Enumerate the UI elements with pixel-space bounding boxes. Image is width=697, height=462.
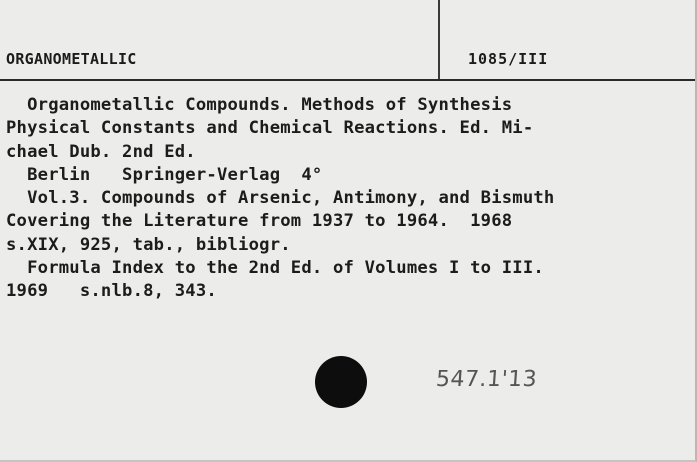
bibliographic-entry (6, 94, 697, 304)
entry-line: Organometallic Compounds. Methods of Synthesis (6, 95, 513, 115)
entry-line: Berlin Springer-Verlag 4° (6, 164, 323, 185)
punch-hole (315, 356, 367, 408)
header-rule (0, 79, 695, 81)
header-divider (438, 0, 440, 80)
entry-line: 1969 s.nlb.8, 343. (6, 281, 217, 302)
entry-line: Covering the Literature from 1937 to 1964. 1968 (6, 211, 513, 232)
handwritten-call-number: 547.1'13 (435, 367, 538, 392)
entry-line: Physical Constants and Chemical Reactions. Ed. Mi- (6, 118, 534, 139)
entry-line: Formula Index to the 2nd Ed. of Volumes I to III. (6, 258, 544, 279)
entry-line: s.XIX, 925, tab., bibliogr. (6, 234, 291, 255)
subject-heading: ORGANOMETALLIC (6, 50, 137, 68)
entry-line: Vol.3. Compounds of Arsenic, Antimony, and Bismuth (6, 188, 555, 209)
entry-line: chael Dub. 2nd Ed. (6, 141, 196, 162)
shelf-code: 1085/III (468, 50, 549, 68)
